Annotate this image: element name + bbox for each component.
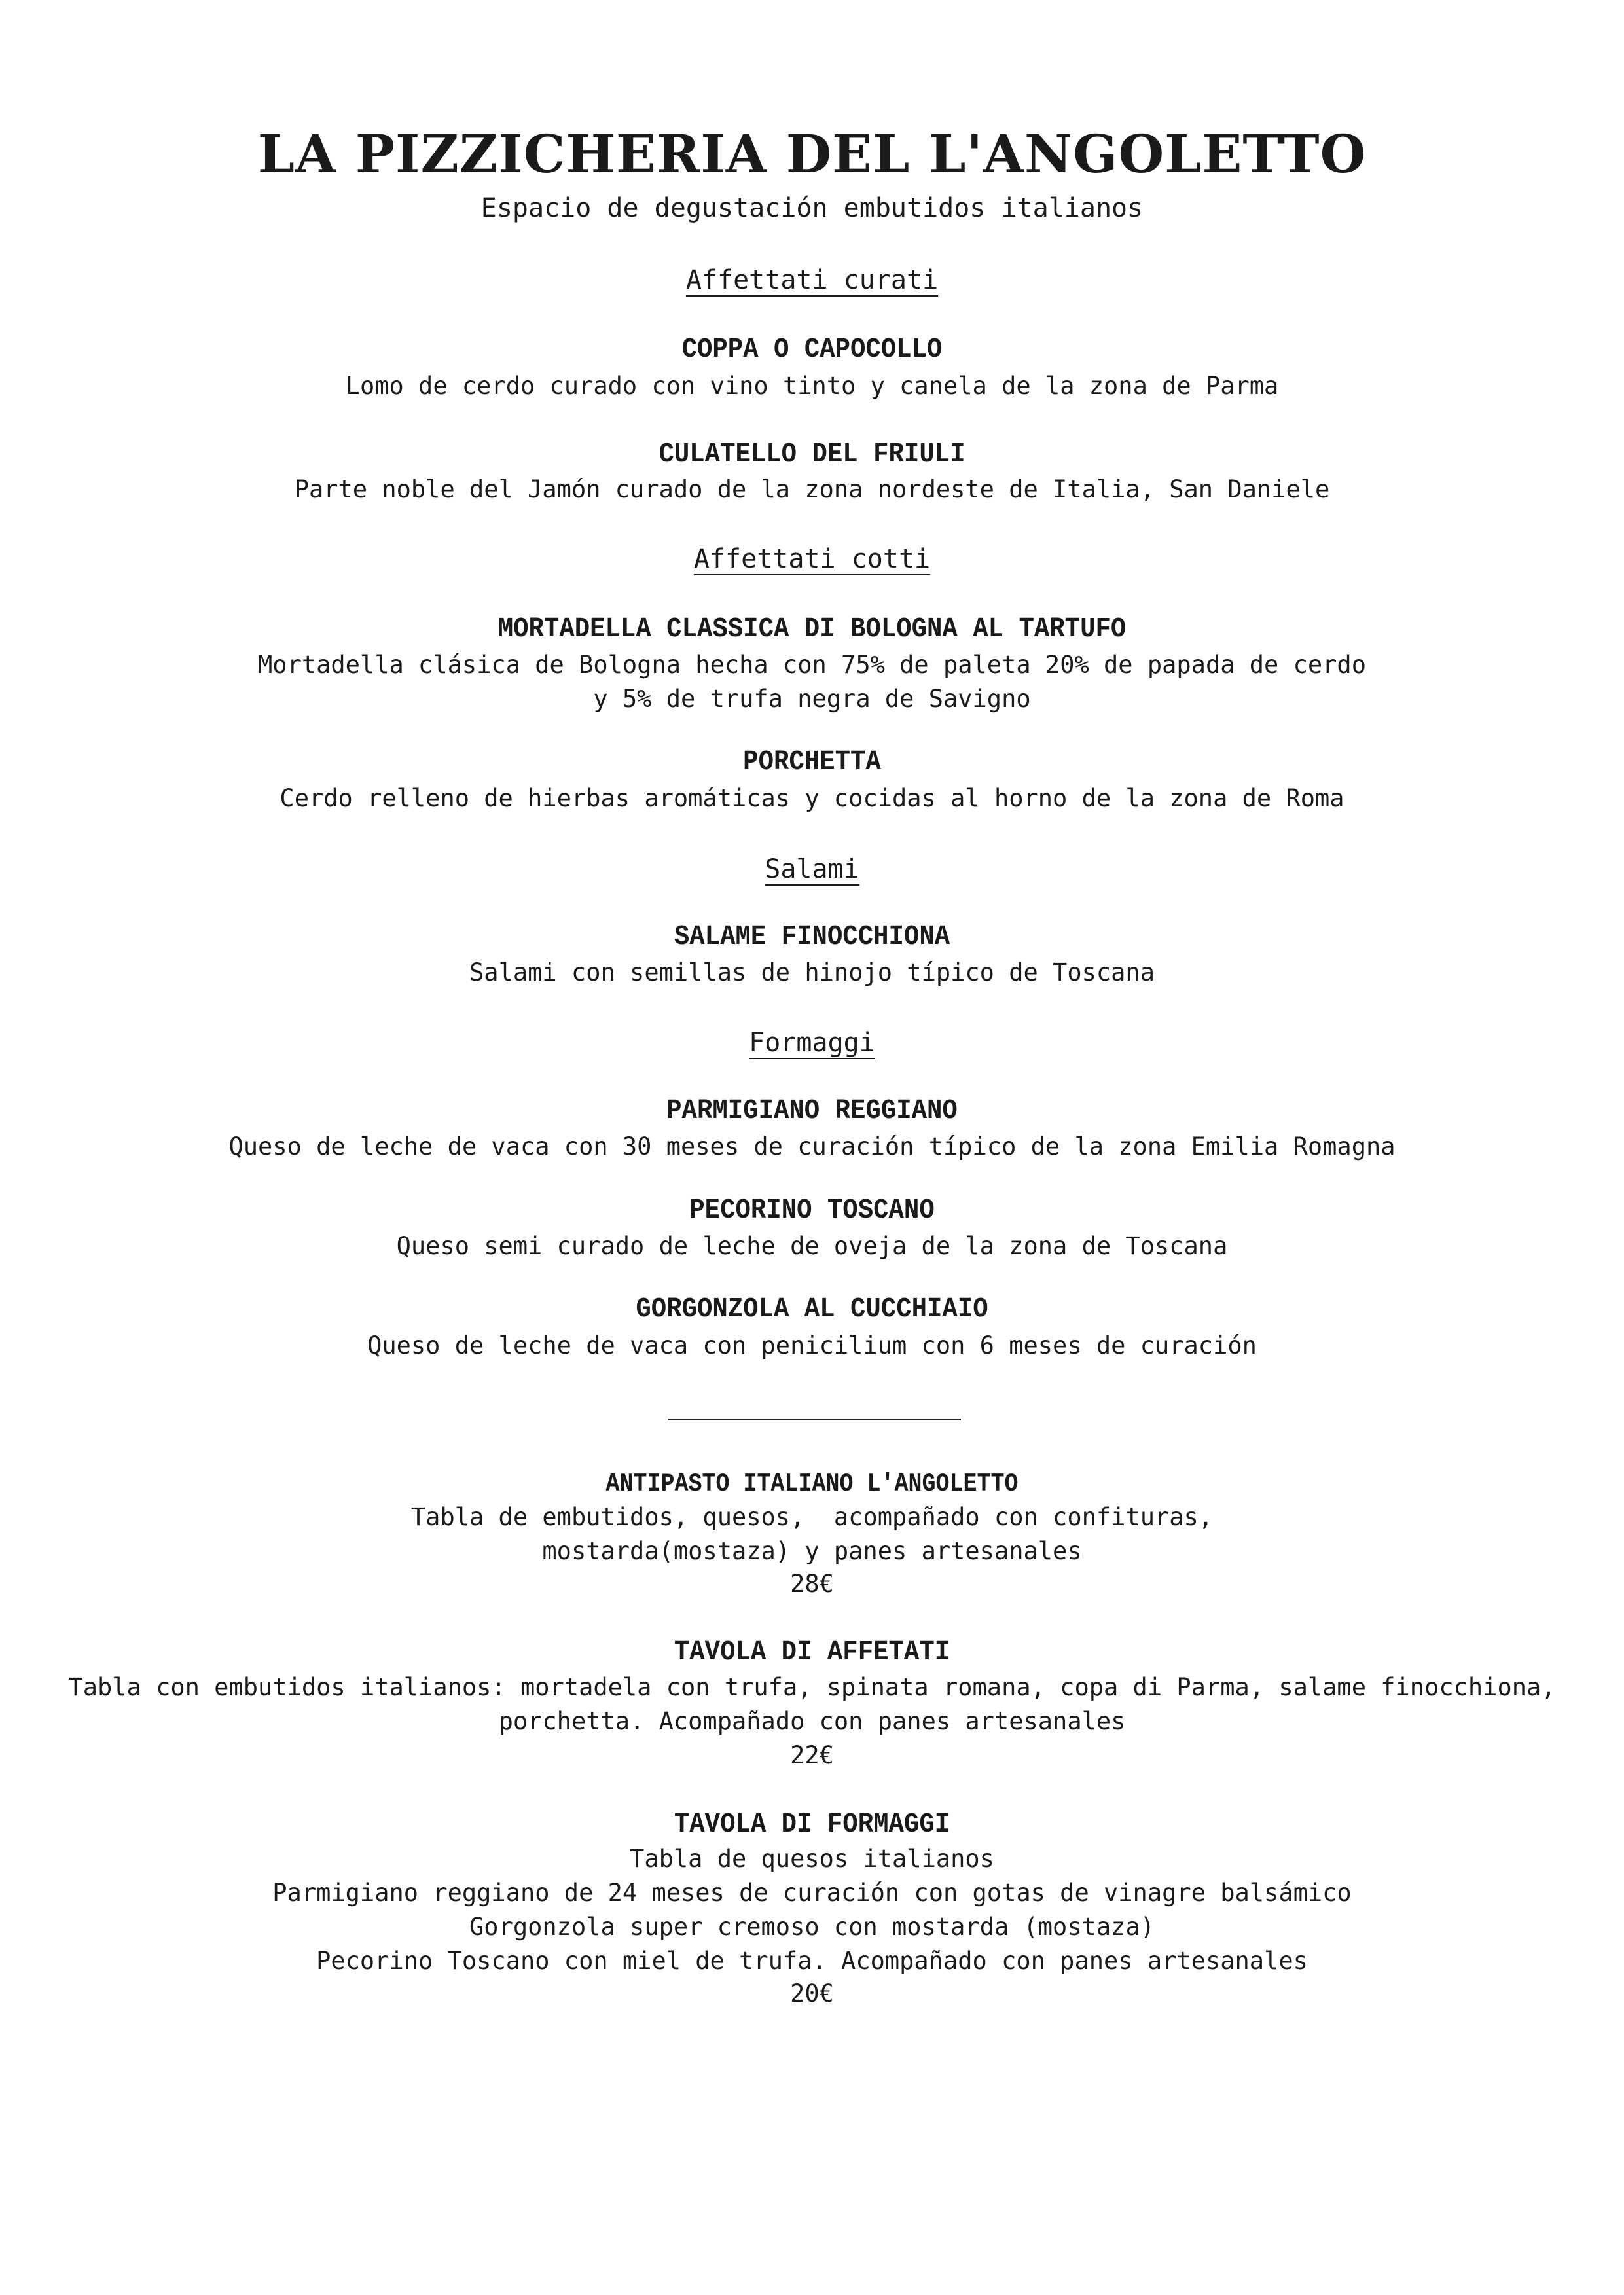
section-heading: Affettati cotti: [693, 544, 931, 574]
item-description: Parte noble del Jamón curado de la zona nordeste de Italia, San Daniele: [294, 475, 1330, 503]
item-name: MORTADELLA CLASSICA DI BOLOGNA AL TARTUFO: [497, 613, 1127, 645]
platter-price: 22€: [790, 1741, 834, 1769]
platter-description: mostarda(mostaza) y panes artesanales: [542, 1537, 1082, 1565]
platter-price: 20€: [790, 1979, 834, 2008]
item-description: Mortadella clásica de Bologna hecha con 75% de paleta 20% de papada de cerdo: [258, 651, 1366, 679]
section-divider: [668, 1419, 961, 1420]
restaurant-title: LA PIZZICHERIA DEL L'ANGOLETTO: [257, 123, 1367, 185]
restaurant-subtitle: Espacio de degustación embutidos italianos: [480, 193, 1144, 223]
platter-name: TAVOLA DI AFFETATI: [674, 1636, 950, 1669]
platter-name: TAVOLA DI FORMAGGI: [674, 1808, 950, 1841]
item-description: y 5% de trufa negra de Savigno: [593, 685, 1031, 713]
platter-description: Tabla de quesos italianos: [630, 1845, 994, 1873]
item-description: Salami con semillas de hinojo típico de Toscana: [469, 958, 1155, 986]
item-description: Queso semi curado de leche de oveja de la zona de Toscana: [396, 1232, 1228, 1260]
item-name: GORGONZOLA AL CUCCHIAIO: [636, 1293, 988, 1326]
item-name: COPPA O CAPOCOLLO: [681, 333, 943, 366]
item-name: SALAME FINOCCHIONA: [674, 920, 950, 953]
section-heading: Affettati curati: [685, 265, 939, 295]
item-description: Queso de leche de vaca con penicilium con 6 meses de curación: [367, 1331, 1257, 1360]
platter-description: porchetta. Acompañado con panes artesanales: [498, 1707, 1126, 1735]
item-description: Cerdo relleno de hierbas aromáticas y cocidas al horno de la zona de Roma: [280, 784, 1344, 812]
item-name: PORCHETTA: [743, 746, 881, 778]
section-heading: Salami: [765, 854, 859, 884]
platter-description: Tabla con embutidos italianos: mortadela con trufa, spinata romana, copa di Parma, salame finocchiona,: [68, 1673, 1556, 1701]
platter-description: Pecorino Toscano con miel de trufa. Acompañado con panes artesanales: [316, 1947, 1308, 1975]
item-name: PARMIGIANO REGGIANO: [666, 1094, 958, 1127]
platter-description: Parmigiano reggiano de 24 meses de curación con gotas de vinagre balsámico: [272, 1879, 1352, 1907]
item-description: Lomo de cerdo curado con vino tinto y canela de la zona de Parma: [345, 372, 1279, 400]
item-description: Queso de leche de vaca con 30 meses de curación típico de la zona Emilia Romagna: [228, 1132, 1396, 1161]
platter-description: Gorgonzola super cremoso con mostarda (mostaza): [469, 1913, 1155, 1941]
item-name: PECORINO TOSCANO: [689, 1194, 935, 1227]
platter-description: Tabla de embutidos, quesos, acompañado con confituras,: [410, 1503, 1214, 1531]
item-name: CULATELLO DEL FRIULI: [659, 438, 965, 471]
platter-name: ANTIPASTO ITALIANO L'ANGOLETTO: [605, 1470, 1019, 1498]
section-heading: Formaggi: [749, 1028, 875, 1058]
platter-price: 28€: [790, 1570, 834, 1598]
